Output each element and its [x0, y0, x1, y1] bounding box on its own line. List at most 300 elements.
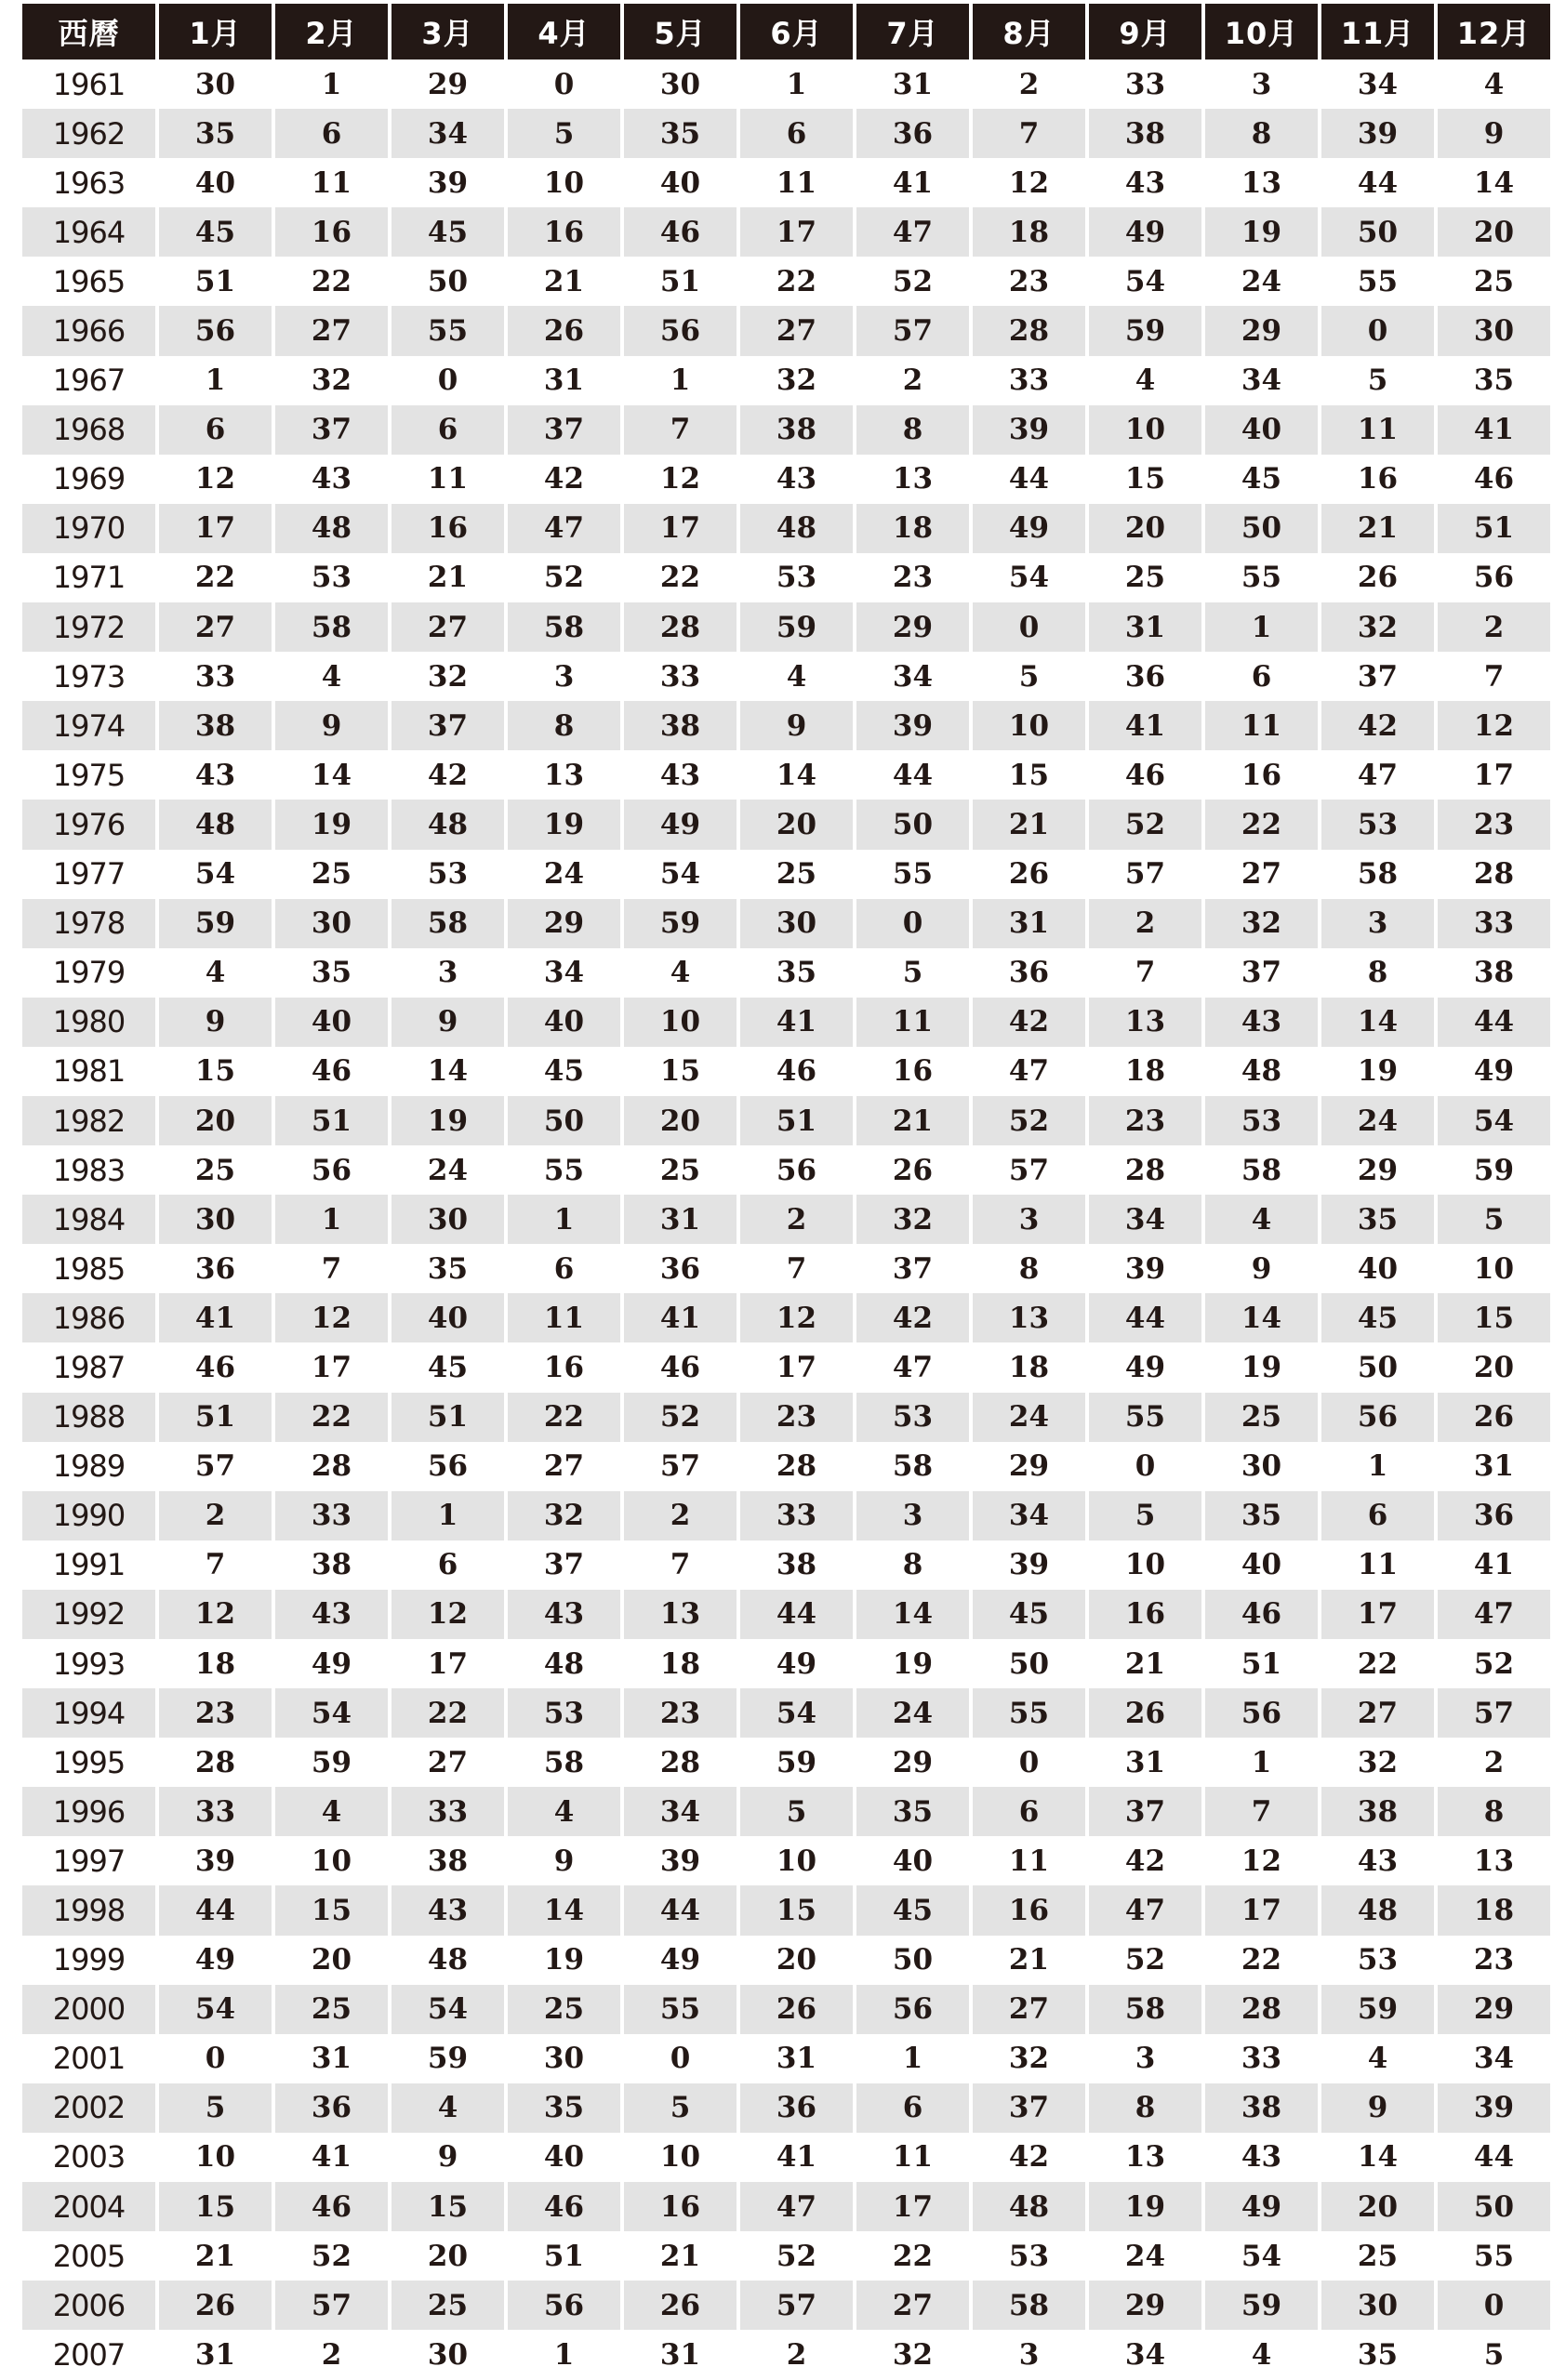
value-cell: 24: [388, 1145, 504, 1195]
value-cell: 39: [1434, 2083, 1550, 2133]
value-cell: 59: [737, 1738, 853, 1787]
table-row: [22, 2330, 1550, 2379]
value-cell: 59: [155, 899, 272, 948]
value-cell: 17: [272, 1342, 388, 1392]
value-cell: 42: [504, 455, 620, 504]
value-cell: 3: [969, 1195, 1085, 1244]
value-cell: 58: [853, 1442, 969, 1491]
value-cell: 44: [1434, 2133, 1550, 2182]
header-year: 西曆: [22, 4, 155, 60]
value-cell: 53: [1318, 800, 1434, 849]
year-cell: 2004: [22, 2182, 155, 2231]
value-cell: 33: [1201, 2034, 1318, 2083]
value-cell: 35: [1318, 1195, 1434, 1244]
value-cell: 0: [620, 2034, 737, 2083]
value-cell: 43: [155, 750, 272, 800]
value-cell: 13: [504, 750, 620, 800]
table-row: [22, 1293, 1550, 1342]
year-cell: 1961: [22, 60, 155, 109]
value-cell: 7: [1201, 1787, 1318, 1836]
value-cell: 35: [1434, 356, 1550, 405]
value-cell: 12: [737, 1293, 853, 1342]
value-cell: 14: [1318, 998, 1434, 1047]
value-cell: 56: [388, 1442, 504, 1491]
value-cell: 36: [155, 1244, 272, 1293]
value-cell: 41: [1085, 701, 1201, 750]
table-row: [22, 1639, 1550, 1688]
value-cell: 3: [853, 1491, 969, 1540]
value-cell: 8: [1085, 2083, 1201, 2133]
value-cell: 21: [155, 2231, 272, 2281]
value-cell: 2: [272, 2330, 388, 2379]
value-cell: 48: [388, 800, 504, 849]
table-row: [22, 800, 1550, 849]
value-cell: 49: [620, 800, 737, 849]
value-cell: 5: [1434, 2330, 1550, 2379]
year-cell: 1993: [22, 1639, 155, 1688]
value-cell: 14: [272, 750, 388, 800]
value-cell: 57: [853, 306, 969, 355]
value-cell: 31: [620, 1195, 737, 1244]
value-cell: 6: [853, 2083, 969, 2133]
value-cell: 9: [737, 701, 853, 750]
value-cell: 46: [272, 2182, 388, 2231]
value-cell: 18: [620, 1639, 737, 1688]
value-cell: 33: [272, 1491, 388, 1540]
value-cell: 13: [969, 1293, 1085, 1342]
value-cell: 16: [853, 1047, 969, 1096]
value-cell: 54: [737, 1688, 853, 1738]
value-cell: 40: [504, 2133, 620, 2182]
value-cell: 22: [853, 2231, 969, 2281]
value-cell: 24: [504, 850, 620, 899]
value-cell: 58: [504, 602, 620, 652]
value-cell: 55: [1434, 2231, 1550, 2281]
value-cell: 6: [155, 405, 272, 455]
value-cell: 59: [620, 899, 737, 948]
year-cell: 1994: [22, 1688, 155, 1738]
value-cell: 35: [1201, 1491, 1318, 1540]
table-row: [22, 2281, 1550, 2330]
value-cell: 0: [388, 356, 504, 405]
value-cell: 31: [1085, 602, 1201, 652]
year-cell: 1971: [22, 553, 155, 602]
value-cell: 37: [504, 1540, 620, 1590]
value-cell: 11: [1318, 1540, 1434, 1590]
value-cell: 32: [853, 1195, 969, 1244]
value-cell: 17: [1434, 750, 1550, 800]
value-cell: 13: [1085, 998, 1201, 1047]
value-cell: 37: [1318, 652, 1434, 701]
table-row: [22, 1244, 1550, 1293]
value-cell: 22: [272, 257, 388, 306]
value-cell: 2: [1085, 899, 1201, 948]
value-cell: 59: [1434, 1145, 1550, 1195]
header-month-9: 9月: [1085, 4, 1201, 60]
value-cell: 56: [853, 1985, 969, 2034]
value-cell: 37: [969, 2083, 1085, 2133]
value-cell: 6: [388, 1540, 504, 1590]
value-cell: 54: [388, 1985, 504, 2034]
value-cell: 26: [1318, 553, 1434, 602]
year-cell: 1990: [22, 1491, 155, 1540]
value-cell: 42: [388, 750, 504, 800]
year-cell: 1974: [22, 701, 155, 750]
value-cell: 41: [737, 2133, 853, 2182]
value-cell: 58: [272, 602, 388, 652]
value-cell: 51: [620, 257, 737, 306]
value-cell: 34: [1201, 356, 1318, 405]
value-cell: 56: [504, 2281, 620, 2330]
value-cell: 27: [969, 1985, 1085, 2034]
value-cell: 32: [388, 652, 504, 701]
header-month-6: 6月: [737, 4, 853, 60]
value-cell: 36: [272, 2083, 388, 2133]
value-cell: 15: [388, 2182, 504, 2231]
value-cell: 3: [1318, 899, 1434, 948]
header-month-3: 3月: [388, 4, 504, 60]
value-cell: 53: [504, 1688, 620, 1738]
value-cell: 30: [388, 1195, 504, 1244]
value-cell: 39: [388, 158, 504, 207]
value-cell: 46: [272, 1047, 388, 1096]
year-month-table: [22, 4, 1550, 2379]
value-cell: 26: [1085, 1688, 1201, 1738]
value-cell: 29: [1085, 2281, 1201, 2330]
value-cell: 2: [969, 60, 1085, 109]
table-row: [22, 850, 1550, 899]
value-cell: 30: [155, 1195, 272, 1244]
value-cell: 19: [388, 1096, 504, 1145]
value-cell: 27: [853, 2281, 969, 2330]
value-cell: 0: [853, 899, 969, 948]
value-cell: 30: [1201, 1442, 1318, 1491]
value-cell: 2: [155, 1491, 272, 1540]
value-cell: 50: [1318, 207, 1434, 257]
value-cell: 54: [969, 553, 1085, 602]
value-cell: 15: [155, 2182, 272, 2231]
value-cell: 57: [155, 1442, 272, 1491]
value-cell: 25: [272, 850, 388, 899]
value-cell: 59: [737, 602, 853, 652]
value-cell: 14: [1434, 158, 1550, 207]
value-cell: 55: [853, 850, 969, 899]
value-cell: 56: [737, 1145, 853, 1195]
value-cell: 38: [1318, 1787, 1434, 1836]
value-cell: 16: [504, 1342, 620, 1392]
value-cell: 47: [737, 2182, 853, 2231]
value-cell: 20: [388, 2231, 504, 2281]
year-cell: 1963: [22, 158, 155, 207]
value-cell: 28: [969, 306, 1085, 355]
year-cell: 1980: [22, 998, 155, 1047]
value-cell: 19: [1318, 1047, 1434, 1096]
value-cell: 54: [155, 850, 272, 899]
value-cell: 17: [737, 1342, 853, 1392]
table-row: [22, 257, 1550, 306]
value-cell: 28: [1085, 1145, 1201, 1195]
value-cell: 37: [504, 405, 620, 455]
value-cell: 56: [1201, 1688, 1318, 1738]
value-cell: 7: [620, 405, 737, 455]
value-cell: 8: [1434, 1787, 1550, 1836]
value-cell: 1: [1201, 1738, 1318, 1787]
value-cell: 3: [504, 652, 620, 701]
value-cell: 21: [853, 1096, 969, 1145]
value-cell: 52: [504, 553, 620, 602]
value-cell: 45: [155, 207, 272, 257]
value-cell: 28: [620, 1738, 737, 1787]
value-cell: 21: [504, 257, 620, 306]
value-cell: 47: [504, 504, 620, 553]
value-cell: 53: [853, 1393, 969, 1442]
value-cell: 27: [388, 602, 504, 652]
year-cell: 1977: [22, 850, 155, 899]
value-cell: 46: [504, 2182, 620, 2231]
value-cell: 34: [853, 652, 969, 701]
value-cell: 30: [504, 2034, 620, 2083]
value-cell: 11: [853, 2133, 969, 2182]
value-cell: 38: [155, 701, 272, 750]
value-cell: 58: [969, 2281, 1085, 2330]
header-month-12: 12月: [1434, 4, 1550, 60]
value-cell: 30: [737, 899, 853, 948]
value-cell: 17: [388, 1639, 504, 1688]
value-cell: 45: [388, 1342, 504, 1392]
value-cell: 30: [620, 60, 737, 109]
value-cell: 53: [1201, 1096, 1318, 1145]
year-cell: 1962: [22, 109, 155, 158]
value-cell: 3: [388, 948, 504, 998]
year-cell: 1992: [22, 1590, 155, 1639]
value-cell: 48: [388, 1936, 504, 1985]
value-cell: 46: [620, 1342, 737, 1392]
value-cell: 4: [272, 652, 388, 701]
value-cell: 18: [969, 207, 1085, 257]
value-cell: 2: [1434, 1738, 1550, 1787]
table-row: [22, 405, 1550, 455]
value-cell: 35: [620, 109, 737, 158]
value-cell: 44: [737, 1590, 853, 1639]
value-cell: 31: [853, 60, 969, 109]
value-cell: 37: [853, 1244, 969, 1293]
table-row: [22, 109, 1550, 158]
value-cell: 38: [737, 1540, 853, 1590]
value-cell: 58: [504, 1738, 620, 1787]
value-cell: 43: [388, 1885, 504, 1935]
value-cell: 10: [155, 2133, 272, 2182]
value-cell: 39: [969, 1540, 1085, 1590]
value-cell: 13: [1201, 158, 1318, 207]
value-cell: 47: [853, 207, 969, 257]
value-cell: 24: [1318, 1096, 1434, 1145]
value-cell: 10: [620, 998, 737, 1047]
value-cell: 14: [504, 1885, 620, 1935]
value-cell: 54: [620, 850, 737, 899]
value-cell: 37: [1085, 1787, 1201, 1836]
value-cell: 10: [1085, 405, 1201, 455]
value-cell: 51: [1201, 1639, 1318, 1688]
year-cell: 1965: [22, 257, 155, 306]
value-cell: 48: [504, 1639, 620, 1688]
value-cell: 51: [737, 1096, 853, 1145]
table-row: [22, 2231, 1550, 2281]
value-cell: 10: [1085, 1540, 1201, 1590]
value-cell: 7: [737, 1244, 853, 1293]
value-cell: 23: [1434, 800, 1550, 849]
value-cell: 8: [969, 1244, 1085, 1293]
value-cell: 44: [1085, 1293, 1201, 1342]
value-cell: 59: [1318, 1985, 1434, 2034]
value-cell: 50: [1434, 2182, 1550, 2231]
value-cell: 47: [1434, 1590, 1550, 1639]
value-cell: 20: [620, 1096, 737, 1145]
value-cell: 49: [272, 1639, 388, 1688]
value-cell: 41: [620, 1293, 737, 1342]
value-cell: 43: [620, 750, 737, 800]
year-cell: 1969: [22, 455, 155, 504]
value-cell: 46: [155, 1342, 272, 1392]
value-cell: 0: [969, 602, 1085, 652]
value-cell: 12: [1201, 1836, 1318, 1885]
value-cell: 22: [155, 553, 272, 602]
value-cell: 25: [620, 1145, 737, 1195]
value-cell: 28: [272, 1442, 388, 1491]
value-cell: 55: [969, 1688, 1085, 1738]
header-month-7: 7月: [853, 4, 969, 60]
value-cell: 27: [504, 1442, 620, 1491]
value-cell: 29: [853, 1738, 969, 1787]
value-cell: 45: [1201, 455, 1318, 504]
value-cell: 34: [1085, 2330, 1201, 2379]
table-row: [22, 701, 1550, 750]
value-cell: 28: [737, 1442, 853, 1491]
value-cell: 31: [504, 356, 620, 405]
header-month-10: 10月: [1201, 4, 1318, 60]
value-cell: 18: [1085, 1047, 1201, 1096]
value-cell: 25: [504, 1985, 620, 2034]
value-cell: 44: [620, 1885, 737, 1935]
value-cell: 32: [1318, 602, 1434, 652]
year-cell: 1989: [22, 1442, 155, 1491]
value-cell: 29: [1434, 1985, 1550, 2034]
value-cell: 1: [272, 1195, 388, 1244]
value-cell: 26: [504, 306, 620, 355]
value-cell: 40: [1201, 405, 1318, 455]
value-cell: 43: [272, 455, 388, 504]
value-cell: 22: [504, 1393, 620, 1442]
value-cell: 19: [1201, 1342, 1318, 1392]
value-cell: 46: [1201, 1590, 1318, 1639]
value-cell: 5: [504, 109, 620, 158]
value-cell: 53: [969, 2231, 1085, 2281]
value-cell: 40: [1201, 1540, 1318, 1590]
value-cell: 29: [853, 602, 969, 652]
value-cell: 23: [155, 1688, 272, 1738]
value-cell: 56: [272, 1145, 388, 1195]
value-cell: 32: [737, 356, 853, 405]
value-cell: 49: [1085, 1342, 1201, 1392]
table-row: [22, 1688, 1550, 1738]
table-header: [22, 4, 1550, 60]
header-month-2: 2月: [272, 4, 388, 60]
value-cell: 48: [155, 800, 272, 849]
value-cell: 11: [737, 158, 853, 207]
value-cell: 34: [1318, 60, 1434, 109]
value-cell: 58: [388, 899, 504, 948]
value-cell: 1: [272, 60, 388, 109]
value-cell: 50: [853, 800, 969, 849]
value-cell: 20: [737, 800, 853, 849]
value-cell: 40: [620, 158, 737, 207]
value-cell: 39: [969, 405, 1085, 455]
value-cell: 57: [737, 2281, 853, 2330]
value-cell: 34: [620, 1787, 737, 1836]
value-cell: 31: [969, 899, 1085, 948]
value-cell: 11: [853, 998, 969, 1047]
value-cell: 31: [155, 2330, 272, 2379]
value-cell: 47: [1085, 1885, 1201, 1935]
value-cell: 54: [1201, 2231, 1318, 2281]
value-cell: 42: [1085, 1836, 1201, 1885]
value-cell: 38: [1201, 2083, 1318, 2133]
value-cell: 16: [272, 207, 388, 257]
table-row: [22, 652, 1550, 701]
value-cell: 5: [620, 2083, 737, 2133]
value-cell: 13: [1085, 2133, 1201, 2182]
value-cell: 32: [272, 356, 388, 405]
value-cell: 48: [1201, 1047, 1318, 1096]
value-cell: 50: [1201, 504, 1318, 553]
value-cell: 8: [1201, 109, 1318, 158]
value-cell: 59: [272, 1738, 388, 1787]
value-cell: 30: [1318, 2281, 1434, 2330]
value-cell: 36: [737, 2083, 853, 2133]
value-cell: 24: [853, 1688, 969, 1738]
value-cell: 10: [504, 158, 620, 207]
year-cell: 1991: [22, 1540, 155, 1590]
value-cell: 51: [272, 1096, 388, 1145]
value-cell: 41: [853, 158, 969, 207]
value-cell: 21: [1085, 1639, 1201, 1688]
value-cell: 10: [1434, 1244, 1550, 1293]
value-cell: 35: [853, 1787, 969, 1836]
value-cell: 2: [737, 1195, 853, 1244]
value-cell: 13: [1434, 1836, 1550, 1885]
year-cell: 2006: [22, 2281, 155, 2330]
value-cell: 55: [1201, 553, 1318, 602]
value-cell: 39: [620, 1836, 737, 1885]
value-cell: 17: [1201, 1885, 1318, 1935]
value-cell: 45: [853, 1885, 969, 1935]
value-cell: 1: [1318, 1442, 1434, 1491]
value-cell: 36: [1085, 652, 1201, 701]
value-cell: 4: [1318, 2034, 1434, 2083]
value-cell: 26: [737, 1985, 853, 2034]
value-cell: 16: [1201, 750, 1318, 800]
table-row: [22, 1836, 1550, 1885]
value-cell: 24: [1085, 2231, 1201, 2281]
year-cell: 1985: [22, 1244, 155, 1293]
table-row: [22, 455, 1550, 504]
value-cell: 32: [504, 1491, 620, 1540]
value-cell: 51: [388, 1393, 504, 1442]
value-cell: 30: [155, 60, 272, 109]
value-cell: 44: [155, 1885, 272, 1935]
value-cell: 6: [272, 109, 388, 158]
value-cell: 34: [969, 1491, 1085, 1540]
value-cell: 18: [155, 1639, 272, 1688]
